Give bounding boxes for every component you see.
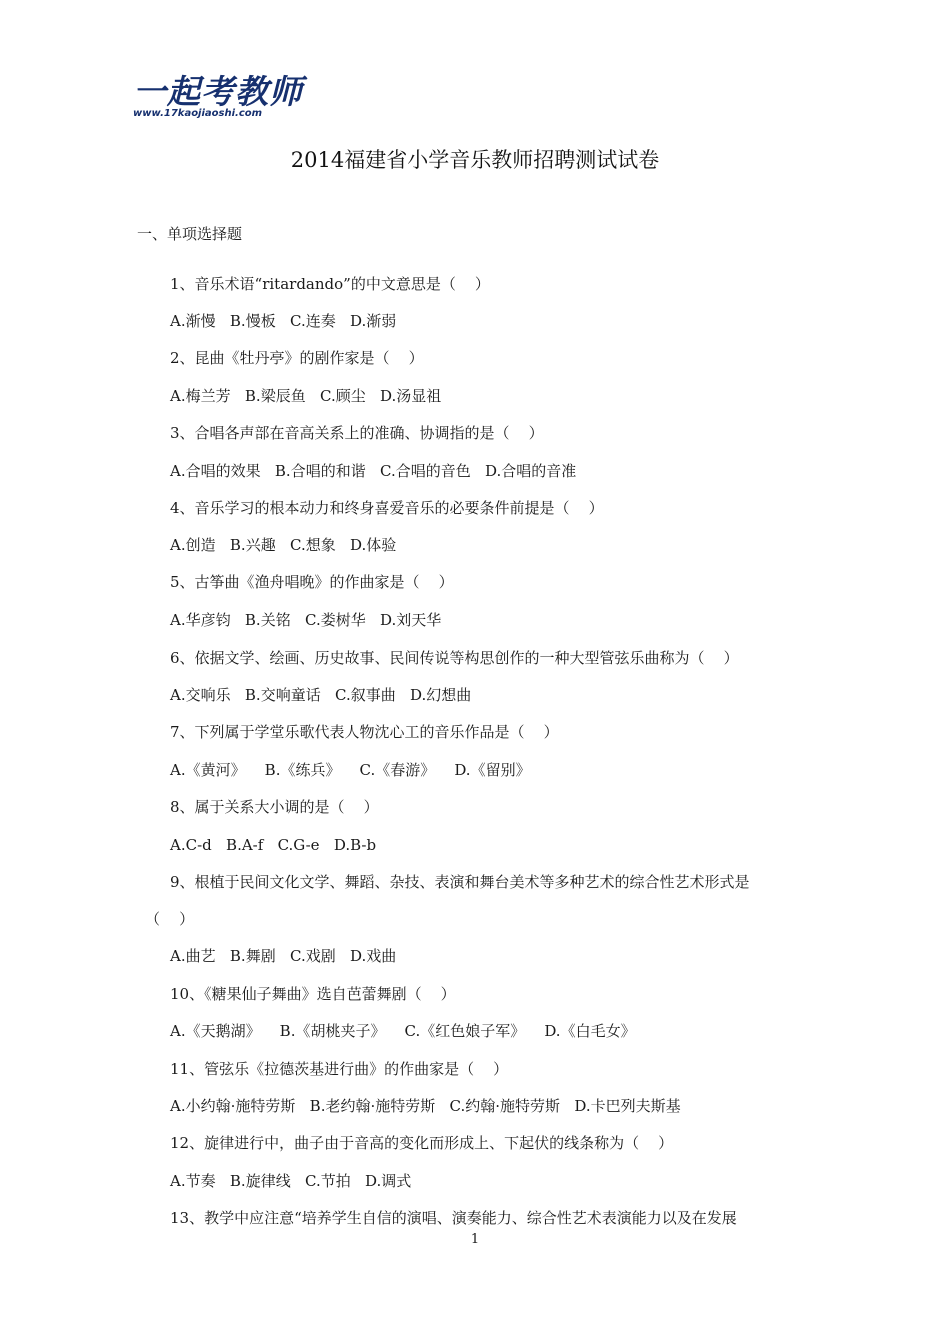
options-line: A.交响乐 B.交响童话 C.叙事曲 D.幻想曲 [170,686,472,704]
question-line: 1、音乐术语“ritardando”的中文意思是（ ） [170,275,490,293]
options-line: A.小约翰·施特劳斯 B.老约翰·施特劳斯 C.约翰·施特劳斯 D.卡巴列夫斯基 [170,1097,681,1115]
question-line: 13、教学中应注意“培养学生自信的演唱、演奏能力、综合性艺术表演能力以及在发展 [170,1209,737,1227]
question-line: 4、音乐学习的根本动力和终身喜爱音乐的必要条件前提是（ ） [170,499,604,517]
question-line: 8、属于关系大小调的是（ ） [170,798,379,816]
question-line: 3、合唱各声部在音高关系上的准确、协调指的是（ ） [170,424,544,442]
options-line: A.《天鹅湖》 B.《胡桃夹子》 C.《红色娘子军》 D.《白毛女》 [170,1022,636,1040]
question-line: 10、《糖果仙子舞曲》选自芭蕾舞剧（ ） [170,985,456,1003]
question-line: 2、昆曲《牡丹亭》的剧作家是（ ） [170,349,424,367]
question-line: 7、下列属于学堂乐歌代表人物沈心工的音乐作品是（ ） [170,723,559,741]
section-heading: 一、单项选择题 [137,225,243,243]
options-line: A.梅兰芳 B.梁辰鱼 C.顾尘 D.汤显祖 [170,387,442,405]
question-line: 6、依据文学、绘画、历史故事、民间传说等构思创作的一种大型管弦乐曲称为（ ） [170,649,739,667]
options-line: A.节奏 B.旋律线 C.节拍 D.调式 [170,1172,412,1190]
question-line: 9、根植于民间文化文学、舞蹈、杂技、表演和舞台美术等多种艺术的综合性艺术形式是 [170,873,750,891]
options-line: A.曲艺 B.舞剧 C.戏剧 D.戏曲 [170,947,397,965]
page-number: 1 [470,1232,480,1247]
options-line: A.渐慢 B.慢板 C.连奏 D.渐弱 [170,312,397,330]
options-line: A.华彦钧 B.关铭 C.娄树华 D.刘天华 [170,611,442,629]
logo-text: 一起考教师 [133,72,303,111]
logo-url: www.17kaojiaoshi.com [133,108,263,119]
options-line: A.C-d B.A-f C.G-e D.B-b [170,836,377,854]
page-title: 2014福建省小学音乐教师招聘测试试卷 [290,148,660,172]
options-line: A.《黄河》 B.《练兵》 C.《春游》 D.《留别》 [170,761,531,779]
question-line: 11、管弦乐《拉德茨基进行曲》的作曲家是（ ） [170,1060,509,1078]
logo [133,74,303,120]
options-line: A.创造 B.兴趣 C.想象 D.体验 [170,536,397,554]
question-line: 5、古筝曲《渔舟唱晚》的作曲家是（ ） [170,573,454,591]
question-line-wrap: （ ） [145,910,195,928]
question-line: 12、旋律进行中，曲子由于音高的变化而形成上、下起伏的线条称为（ ） [170,1134,674,1152]
options-line: A.合唱的效果 B.合唱的和谐 C.合唱的音色 D.合唱的音准 [170,462,577,480]
